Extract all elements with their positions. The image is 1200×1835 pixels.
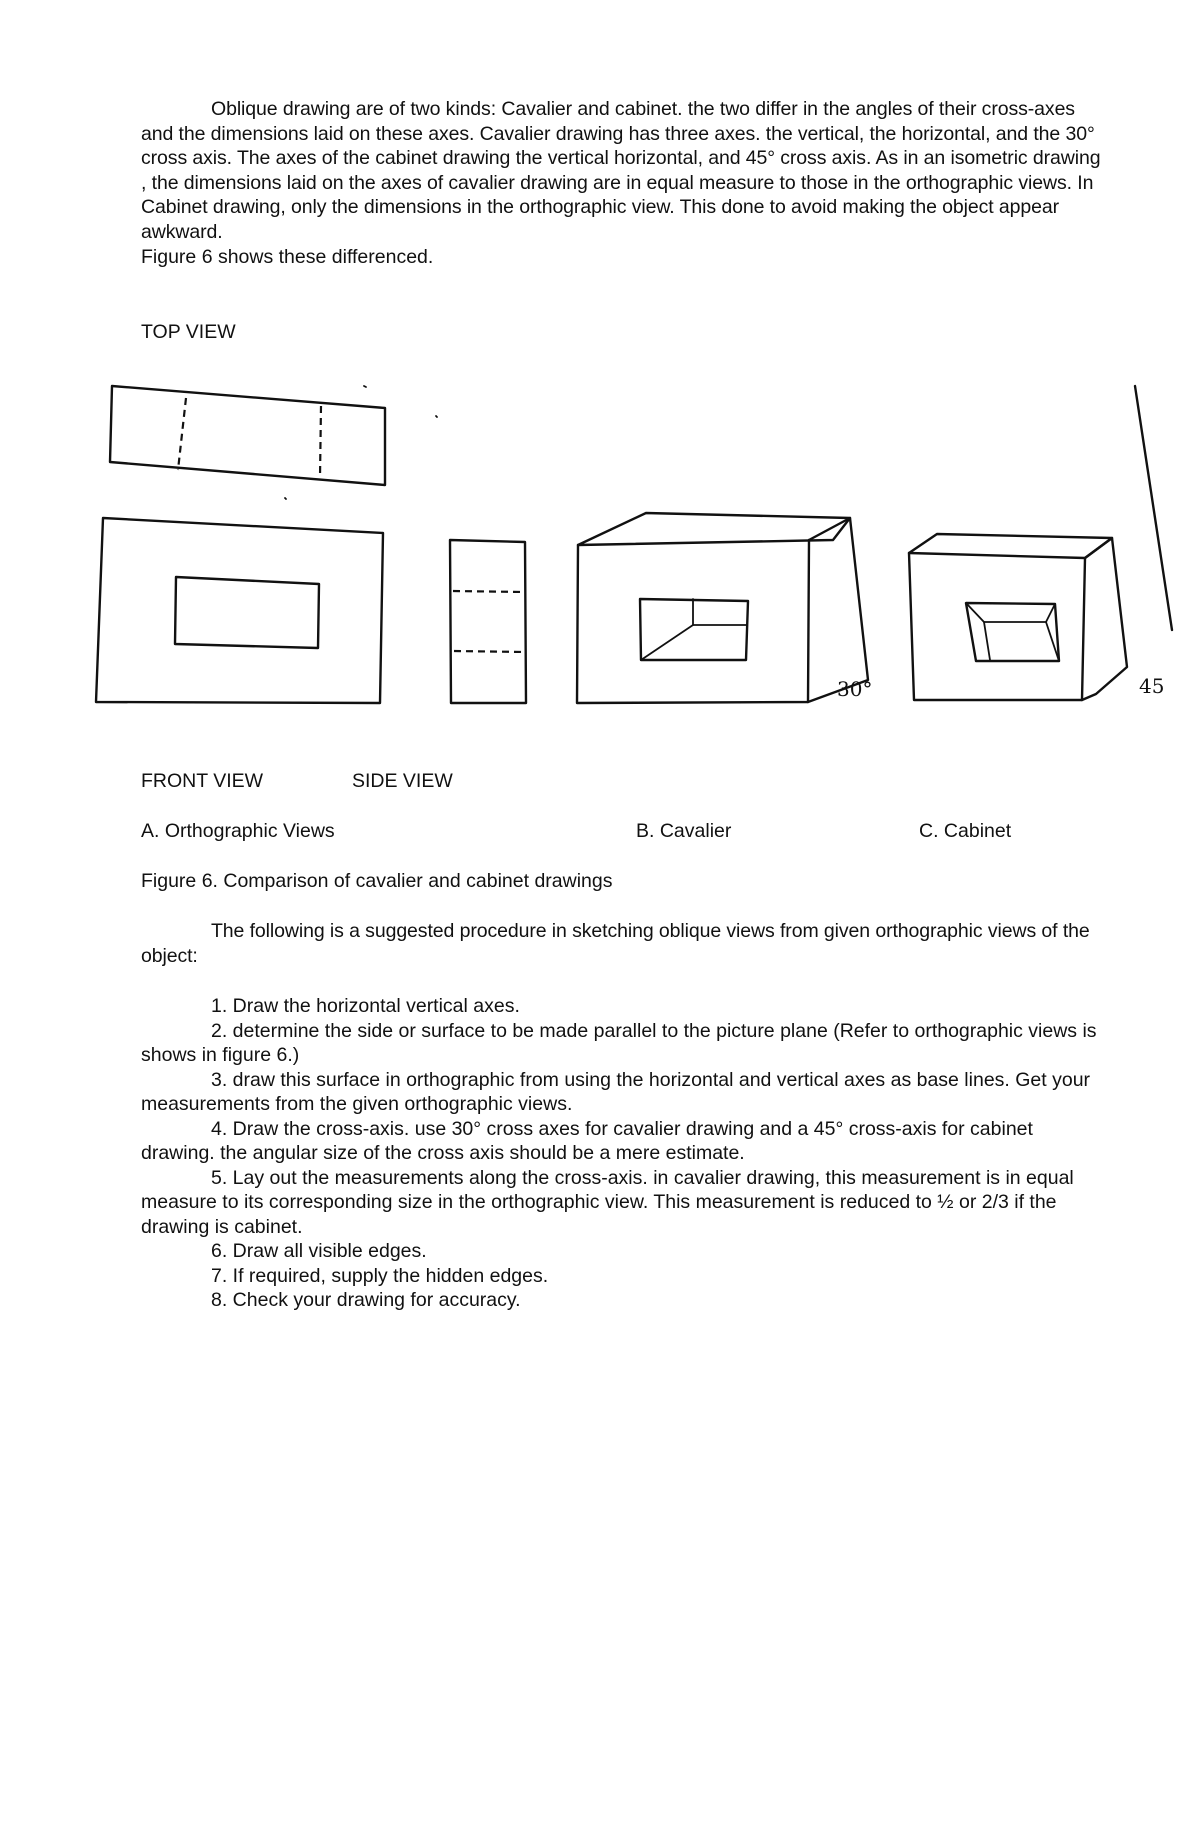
- procedure-step: 2. determine the side or surface to be made parallel to the picture plane (Refer to orthographic views is shows in figure 6.): [141, 1019, 1097, 1066]
- cabinet-drawing: [909, 386, 1172, 700]
- figure-caption: Figure 6. Comparison of cavalier and cabinet drawings: [141, 870, 613, 892]
- side-view-drawing: [450, 540, 526, 703]
- cavalier-drawing: [577, 513, 868, 703]
- top-view-drawing: [110, 386, 437, 499]
- figure-reference: Figure 6 shows these differenced.: [141, 246, 434, 268]
- procedure-step: 1. Draw the horizontal vertical axes.: [211, 995, 520, 1017]
- cabinet-angle-label: 45: [1139, 674, 1165, 698]
- procedure-step: 6. Draw all visible edges.: [211, 1240, 427, 1262]
- procedure-intro: The following is a suggested procedure in sketching oblique views from given orthographic views of the object:: [141, 920, 1090, 967]
- procedure-step: 7. If required, supply the hidden edges.: [211, 1264, 549, 1287]
- figure-6-drawings: [90, 380, 1180, 710]
- procedure-step: 8. Check your drawing for accuracy.: [211, 1289, 521, 1311]
- procedure-step: 4. Draw the cross-axis. use 30° cross axes for cavalier drawing and a 45° cross-axis for cabinet drawing. the angular size of the cross axis should be a mere estimate.: [141, 1117, 1033, 1164]
- procedure-steps: [141, 994, 1101, 1313]
- section-b-label: B. Cavalier: [636, 820, 732, 842]
- top-view-label: TOP VIEW: [141, 321, 236, 343]
- cavalier-angle-label: 30°: [837, 677, 873, 701]
- intro-paragraph: Oblique drawing are of two kinds: Cavalier and cabinet. the two differ in the angles of their cross-axes and the dimensions laid on these axes. Cavalier drawing has three axes. the vertical, the horizontal, and the 30° cross axis. The axes of the cabinet drawing the vertical horizontal, and 45° cross axis. As in an isometric drawing , the dimensions laid on the axes of cavalier drawing are in equal measure to those in the orthographic views. In Cabinet drawing, only the dimensions in the orthographic view. This done to avoid making the object appear awkward.: [141, 98, 1101, 243]
- figure-6-svg: [90, 380, 1180, 710]
- section-a-label: A. Orthographic Views: [141, 820, 335, 842]
- section-c-label: C. Cabinet: [919, 820, 1012, 842]
- procedure-step: 5. Lay out the measurements along the cross-axis. in cavalier drawing, this measurement is in equal measure to its corresponding size in the orthographic view. This measurement is reduced to ½ or 2/3 if the drawing is cabinet.: [141, 1166, 1074, 1238]
- side-view-label: SIDE VIEW: [352, 770, 453, 792]
- procedure-step: 3. draw this surface in orthographic from using the horizontal and vertical axes as base lines. Get your measurements from the given orthographic views.: [141, 1068, 1091, 1115]
- front-view-drawing: [96, 518, 383, 703]
- front-view-label: FRONT VIEW: [141, 770, 264, 792]
